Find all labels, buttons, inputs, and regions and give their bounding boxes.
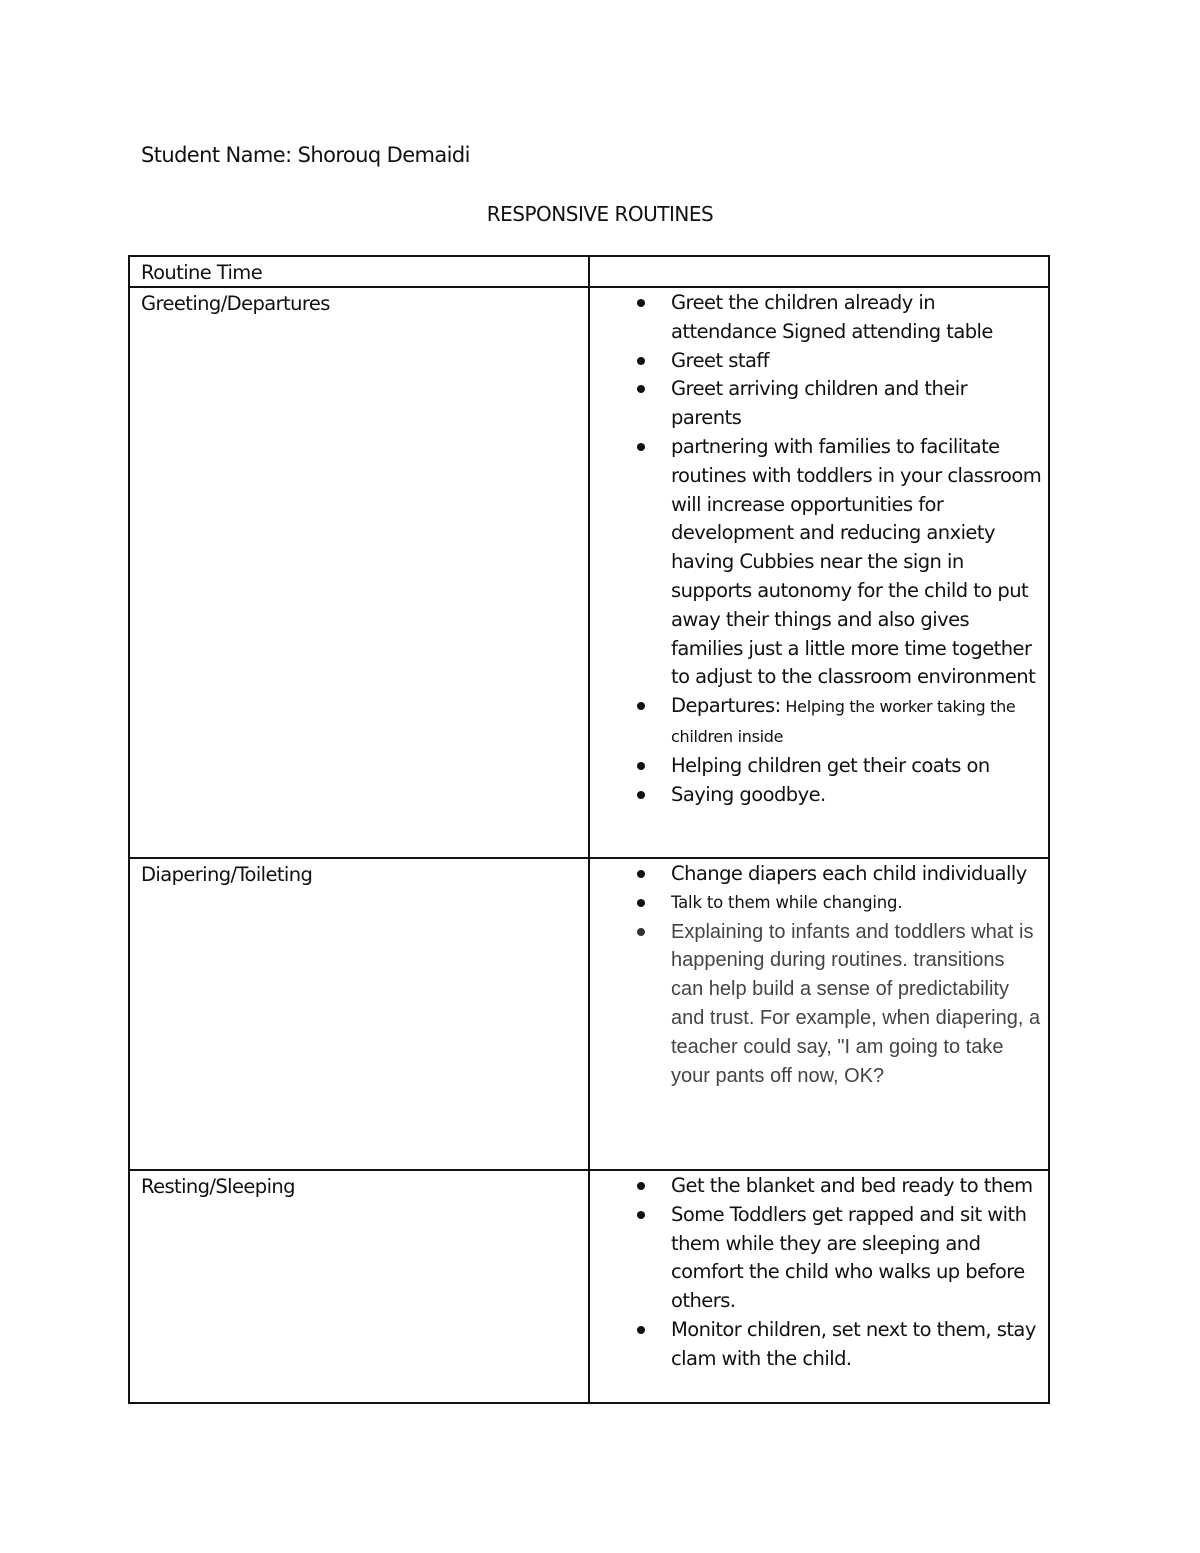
routine-time-heading: Routine Time: [141, 261, 263, 284]
list-item: Greet arriving children and their parents: [590, 375, 1042, 433]
routine-label-greeting: Greeting/Departures: [141, 292, 330, 315]
list-item: Helping children get their coats on: [590, 752, 1042, 781]
list-item: Saying goodbye.: [590, 781, 1042, 810]
activities-cell: [589, 858, 1049, 1170]
list-item: Explaining to infants and toddlers what is happening during routines. transitions can help build a sense of predictability and trust. For example, when diapering, a teacher could say, "I am going to take your pants off now, OK?: [590, 918, 1042, 1091]
document-title: RESPONSIVE ROUTINES: [486, 202, 714, 226]
list-item: [590, 692, 1042, 752]
table-row: [129, 858, 1049, 1170]
routine-cell: [129, 858, 589, 1170]
activities-cell: [589, 1170, 1049, 1403]
routine-label-diapering: Diapering/Toileting: [141, 863, 313, 886]
activity-list: [590, 288, 1048, 809]
list-item: Greet the children already in attendance Signed attending table: [590, 289, 1042, 347]
activities-cell: [589, 287, 1049, 858]
list-item: Talk to them while changing.: [590, 889, 1042, 918]
activity-list: [590, 859, 1048, 1090]
header-cell-right: [589, 256, 1049, 287]
student-name: Student Name: Shorouq Demaidi: [141, 143, 470, 167]
list-item: Monitor children, set next to them, stay clam with the child.: [590, 1316, 1042, 1374]
list-item: Some Toddlers get rapped and sit with them while they are sleeping and comfort the child who walks up before others.: [590, 1201, 1042, 1316]
routine-label-resting: Resting/Sleeping: [141, 1175, 295, 1198]
table-header-row: [129, 256, 1049, 287]
header-cell-left: [129, 256, 589, 287]
routine-cell: [129, 1170, 589, 1403]
routines-table: [128, 255, 1050, 1404]
list-item: partnering with families to facilitate routines with toddlers in your classroom will increase opportunities for development and reducing anxiety having Cubbies near the sign in supports autonomy for the child to put away their things and also gives families just a little more time together to adjust to the classroom environment: [590, 433, 1042, 692]
table-row: [129, 1170, 1049, 1403]
departures-detail: Helping the worker taking the children inside: [671, 697, 1016, 746]
activity-list: [590, 1171, 1048, 1374]
list-item: Get the blanket and bed ready to them: [590, 1172, 1042, 1201]
routine-cell: [129, 287, 589, 858]
departures-lead: Departures:: [671, 694, 781, 718]
list-item: Greet staff: [590, 347, 1042, 376]
list-item: Change diapers each child individually: [590, 860, 1042, 889]
table-row: [129, 287, 1049, 858]
